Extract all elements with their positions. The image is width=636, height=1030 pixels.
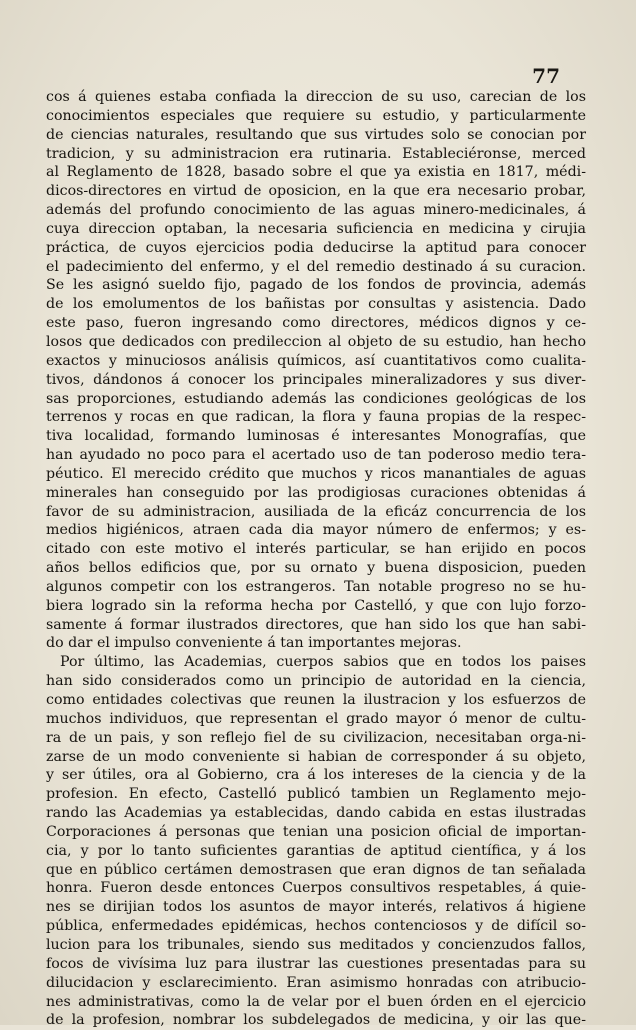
text-line: sas proporciones, estudiando además las condiciones geológicas de los — [46, 390, 586, 407]
text-line: tiva localidad, formando luminosas é interesantes Monografías, que — [46, 428, 586, 445]
text-line: además del profundo conocimiento de las aguas minero-medicinales, á — [46, 202, 586, 219]
text-line: de ciencias naturales, resultando que sus virtudes solo se conocian por — [46, 126, 586, 143]
text-line: algunos competir con los estrangeros. Tan notable progreso no se hu- — [46, 578, 586, 595]
text-line: favor de su administracion, ausiliada de la eficáz concurrencia de los — [46, 503, 586, 520]
text-line: de los emolumentos de los bañistas por consultas y asistencia. Dado — [46, 296, 586, 313]
text-line: profesion. En efecto, Castelló publicó tambien un Reglamento mejo- — [46, 786, 586, 803]
text-line: han ayudado no poco para el acertado uso de tan poderoso medio tera- — [46, 447, 586, 464]
text-line: citado con este motivo el interés particular, se han erijido en pocos — [46, 541, 586, 558]
text-line: al Reglamento de 1828, basado sobre el que ya existia en 1817, médi- — [46, 164, 586, 181]
text-line: como entidades colectivas que reunen la ilustracion y los esfuerzos de — [46, 692, 586, 708]
text-line: focos de vivísima luz para ilustrar las cuestiones presentadas para su — [46, 955, 586, 972]
text-line: ra de un pais, y son reflejo fiel de su civilizacion, necesitaban orga-ni- — [46, 729, 586, 746]
text-line: años bellos edificios que, por su ornato y buena disposicion, pueden — [46, 560, 586, 577]
text-line: cuya direccion optaban, la necesaria suficiencia en medicina y cirujia — [46, 220, 586, 237]
text-line: pública, enfermedades epidémicas, hechos contenciosos y de difícil so- — [46, 918, 586, 935]
paragraph-start-line: Por último, las Academias, cuerpos sabios que en todos los paises — [60, 654, 586, 671]
text-line: tradicion, y su administracion era rutinaria. Estableciéronse, merced — [46, 145, 586, 162]
text-line: este paso, fueron ingresando como directores, médicos dignos y ce- — [46, 315, 586, 332]
text-line: Corporaciones á personas que tenian una posicion oficial de importan- — [46, 823, 586, 840]
text-line: lucion para los tribunales, siendo sus meditados y concienzudos fallos, — [46, 936, 586, 953]
text-line: medios higiénicos, atraen cada dia mayor número de enfermos; y es- — [46, 522, 586, 539]
text-line: terrenos y rocas en que radican, la flora y fauna propias de la respec- — [46, 409, 586, 426]
text-line: de la profesion, nombrar los subdelegados de medicina, y oir las que- — [46, 1012, 586, 1029]
text-line: exactos y minuciosos análisis químicos, así cuantitativos como cualita- — [46, 352, 586, 369]
text-line: Se les asignó sueldo fijo, pagado de los fondos de provincia, además — [46, 277, 586, 294]
text-line: minerales han conseguido por las prodigiosas curaciones obtenidas á — [46, 484, 586, 501]
text-line: nes administrativas, como la de velar por el buen órden en el ejercicio — [46, 993, 586, 1010]
text-line: cia, y por lo tanto suficientes garantias de aptitud científica, y á los — [46, 842, 586, 859]
text-line: péutico. El merecido crédito que muchos y ricos manantiales de aguas — [46, 465, 586, 482]
text-line: que en público certámen demostrasen que eran dignos de tan señalada — [46, 861, 586, 878]
text-line: losos que dedicados con predileccion al objeto de su estudio, han hecho — [46, 333, 586, 350]
text-line: muchos individuos, que representan el grado mayor ó menor de cultu- — [46, 710, 586, 727]
text-line: dicos-directores en virtud de oposicion, en la que era necesario probar, — [46, 183, 586, 200]
text-line: han sido considerados como un principio de autoridad en la ciencia, — [46, 673, 586, 690]
text-line: samente á formar ilustrados directores, que han sido los que han sabi- — [46, 616, 586, 633]
text-line: rando las Academias ya establecidas, dando cabida en estas ilustradas — [46, 805, 586, 822]
text-line: biera logrado sin la reforma hecha por Castelló, y que con lujo forzo- — [46, 597, 586, 614]
text-line: conocimientos especiales que requiere su estudio, y particularmente — [46, 107, 586, 124]
text-line: cos á quienes estaba confiada la direccion de su uso, carecian de los — [46, 89, 586, 105]
paragraph-end-line: do dar el impulso conveniente á tan importantes mejoras. — [46, 635, 462, 652]
body-text — [46, 88, 586, 1030]
text-line: nes se dirijian todos los asuntos de mayor interés, relativos á higiene — [46, 899, 586, 916]
text-line: tivos, dándonos á conocer los principales mineralizadores y sus diver- — [46, 371, 586, 388]
page-number: 77 — [532, 64, 560, 88]
text-line: zarse de un modo conveniente si habian de corresponder á su objeto, — [46, 748, 586, 765]
text-line: honra. Fueron desde entonces Cuerpos consultivos respetables, á quie- — [46, 880, 586, 897]
text-line: práctica, de cuyos ejercicios podia deducirse la aptitud para conocer — [46, 239, 586, 256]
text-line: el padecimiento del enfermo, y el del remedio destinado á su curacion. — [46, 258, 586, 275]
text-line: y ser útiles, ora al Gobierno, cra á los intereses de la ciencia y de la — [46, 767, 586, 784]
text-line: dilucidacion y esclarecimiento. Eran asimismo honradas con atribucio- — [46, 974, 586, 991]
